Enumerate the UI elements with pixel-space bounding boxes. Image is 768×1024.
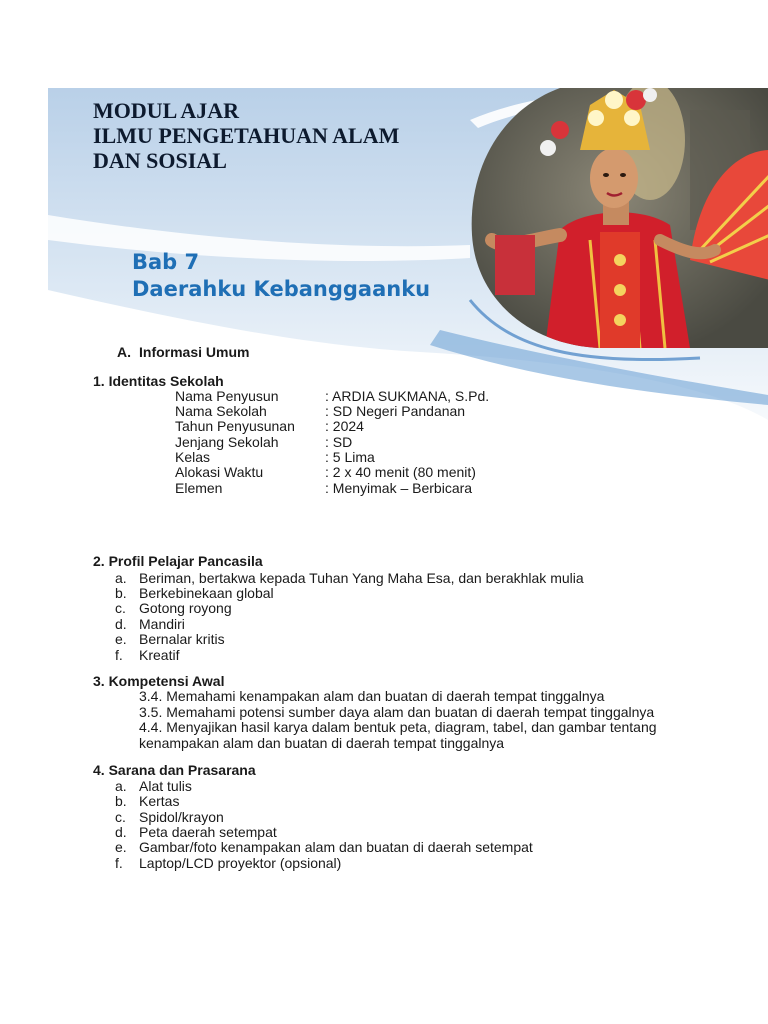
chapter-heading — [132, 249, 430, 303]
kompetensi-line: 3.5. Memahami potensi sumber daya alam dan buatan di daerah tempat tinggalnya — [139, 704, 655, 720]
section-a-label: Informasi Umum — [139, 344, 250, 360]
list-marker: d. — [115, 616, 127, 632]
list-marker: b. — [115, 793, 127, 809]
identitas-label: Jenjang Sekolah — [175, 434, 279, 450]
identitas-label: Nama Penyusun — [175, 388, 279, 404]
list-item: Kreatif — [139, 647, 180, 663]
list-item: Gotong royong — [139, 600, 232, 616]
list-item: Bernalar kritis — [139, 631, 225, 647]
section-a-marker: A. — [117, 344, 131, 360]
module-title — [93, 98, 399, 173]
identitas-label: Kelas — [175, 449, 211, 465]
sarana-heading: 4. Sarana dan Prasarana — [93, 762, 256, 778]
list-marker: a. — [115, 570, 127, 586]
identitas-label: Alokasi Waktu — [175, 464, 264, 480]
identitas-value: : Menyimak – Berbicara — [325, 480, 473, 496]
list-item: Laptop/LCD proyektor (opsional) — [139, 855, 342, 871]
identitas-value: : ARDIA SUKMANA, S.Pd. — [325, 388, 490, 404]
identitas-label: Elemen — [175, 480, 223, 496]
kompetensi-line: 3.4. Memahami kenampakan alam dan buatan di daerah tempat tinggalnya — [139, 688, 605, 704]
identitas-value: : 5 Lima — [325, 449, 375, 465]
chapter-title: Daerahku Kebanggaanku — [132, 277, 431, 301]
list-item: Peta daerah setempat — [139, 824, 277, 840]
list-marker: c. — [115, 809, 126, 825]
identitas-label: Nama Sekolah — [175, 403, 267, 419]
list-marker: e. — [115, 839, 127, 855]
list-item: Beriman, bertakwa kepada Tuhan Yang Maha Esa, dan berakhlak mulia — [139, 570, 584, 586]
identitas-value: : SD — [325, 434, 353, 450]
kompetensi-line: 4.4. Menyajikan hasil karya dalam bentuk peta, diagram, tabel, dan gambar tentang — [139, 719, 657, 735]
list-marker: d. — [115, 824, 127, 840]
identitas-value: : SD Negeri Pandanan — [325, 403, 466, 419]
list-item: Spidol/krayon — [139, 809, 224, 825]
list-marker: f. — [115, 855, 123, 871]
kompetensi-line: kenampakan alam dan buatan di daerah tempat tinggalnya — [139, 735, 505, 751]
list-marker: a. — [115, 778, 127, 794]
list-marker: b. — [115, 585, 127, 601]
profil-heading: 2. Profil Pelajar Pancasila — [93, 553, 263, 569]
header-banner — [0, 0, 768, 420]
list-item: Mandiri — [139, 616, 185, 632]
kompetensi-heading: 3. Kompetensi Awal — [93, 673, 225, 689]
list-marker: f. — [115, 647, 123, 663]
identitas-heading: 1. Identitas Sekolah — [93, 373, 224, 389]
chapter-number: Bab 7 — [132, 250, 200, 274]
title-line: MODUL AJAR — [93, 98, 240, 123]
identitas-label: Tahun Penyusunan — [175, 418, 295, 434]
list-item: Kertas — [139, 793, 180, 809]
list-item: Gambar/foto kenampakan alam dan buatan di daerah setempat — [139, 839, 533, 855]
list-marker: e. — [115, 631, 127, 647]
title-line: ILMU PENGETAHUAN ALAM — [93, 123, 400, 148]
list-item: Alat tulis — [139, 778, 192, 794]
identitas-value: : 2 x 40 menit (80 menit) — [325, 464, 476, 480]
identitas-value: : 2024 — [325, 418, 364, 434]
list-item: Berkebinekaan global — [139, 585, 274, 601]
list-marker: c. — [115, 600, 126, 616]
title-line: DAN SOSIAL — [93, 148, 227, 173]
